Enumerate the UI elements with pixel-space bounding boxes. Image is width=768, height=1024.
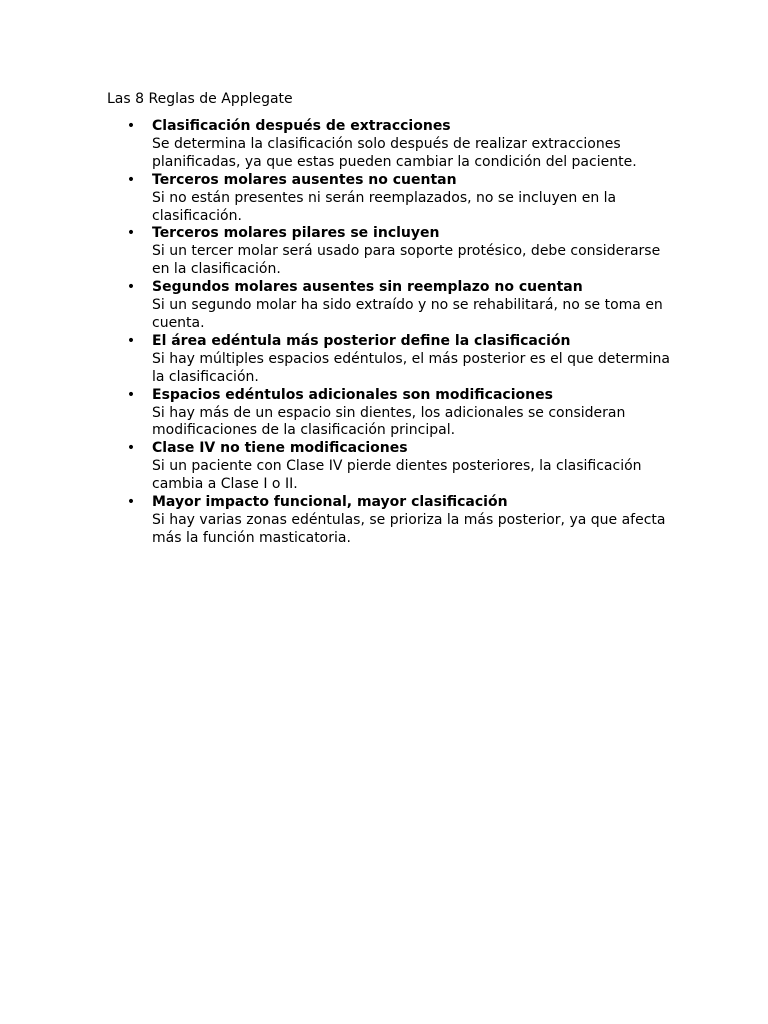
rule-description: Si hay más de un espacio sin dientes, los adicionales se consideran modificaciones de la clasificación principal. <box>152 404 626 439</box>
list-item <box>0 118 672 172</box>
rule-heading: Espacios edéntulos adicionales son modificaciones <box>152 386 553 403</box>
bullet-icon: • <box>126 332 136 349</box>
rule-description: Se determina la clasificación solo después de realizar extracciones planificadas, ya que estas pueden cambiar la condición del paciente. <box>152 135 637 170</box>
bullet-icon: • <box>126 440 136 457</box>
rule-list <box>0 118 768 548</box>
bullet-icon: • <box>126 118 136 134</box>
rule-description: Si no están presentes ni serán reemplazados, no se incluyen en la clasificación. <box>152 189 617 224</box>
rule-description: Si hay múltiples espacios edéntulos, el más posterior es el que determina la clasificación. <box>152 350 670 385</box>
rule-description: Si hay varias zonas edéntulas, se prioriza la más posterior, ya que afecta más la función masticatoria. <box>152 511 666 546</box>
bullet-icon: • <box>126 279 136 296</box>
bullet-icon: • <box>126 494 136 511</box>
list-item <box>0 172 672 226</box>
rule-heading: Segundos molares ausentes sin reemplazo no cuentan <box>152 279 583 296</box>
bullet-icon: • <box>126 225 136 242</box>
bullet-icon: • <box>126 386 136 403</box>
document-title: Las 8 Reglas de Applegate <box>107 91 293 107</box>
bullet-icon: • <box>126 171 136 188</box>
rule-description: Si un segundo molar ha sido extraído y no se rehabilitará, no se toma en cuenta. <box>152 297 663 331</box>
list-item <box>0 387 672 441</box>
list-item <box>0 440 672 494</box>
rule-heading: Clasificación después de extracciones <box>152 118 451 134</box>
rule-description: Si un tercer molar será usado para soporte protésico, debe considerarse en la clasificación. <box>152 243 661 278</box>
rule-heading: Mayor impacto funcional, mayor clasificación <box>152 494 508 511</box>
rule-description: Si un paciente con Clase IV pierde dientes posteriores, la clasificación cambia a Clase I o II. <box>152 458 642 493</box>
rule-heading: Terceros molares ausentes no cuentan <box>152 171 457 188</box>
rule-heading: El área edéntula más posterior define la clasificación <box>152 332 571 349</box>
list-item <box>0 494 672 548</box>
rule-heading: Clase IV no tiene modificaciones <box>152 440 408 457</box>
list-item <box>0 279 672 333</box>
list-item <box>0 225 672 279</box>
list-item <box>0 333 672 387</box>
rule-heading: Terceros molares pilares se incluyen <box>152 225 440 242</box>
